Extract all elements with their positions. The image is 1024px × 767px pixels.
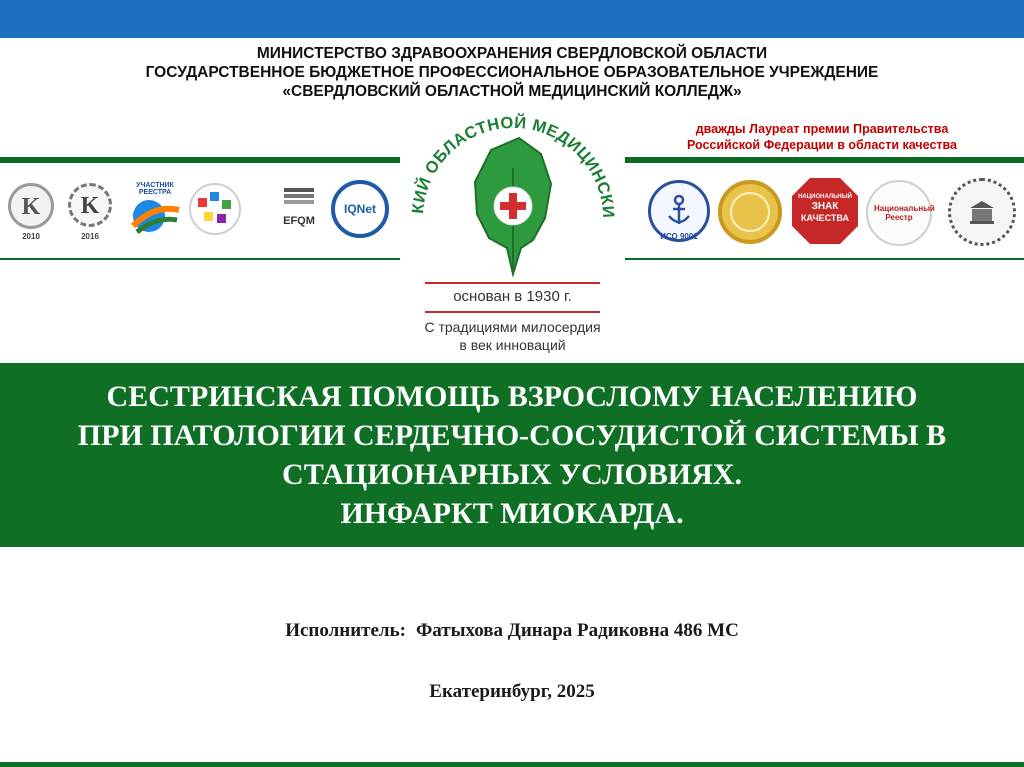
registry-swoosh-icon (127, 196, 183, 236)
anniversary-years-badge (948, 178, 1016, 246)
badge-year-2016: 2016 (81, 232, 99, 241)
presentation-title-banner (0, 363, 1024, 547)
header-line-2: ГОСУДАРСТВЕННОЕ БЮДЖЕТНОЕ ПРОФЕССИОНАЛЬНОЕ ОБРАЗОВАТЕЛЬНОЕ УЧРЕЖДЕНИЕ (145, 64, 879, 81)
quality-award-badge-2016 (68, 183, 112, 227)
divider-right-bottom (625, 258, 1024, 260)
k-letter-icon (18, 193, 44, 219)
national-registry-label: Национальный Реестр (874, 204, 935, 222)
title-line-1: СЕСТРИНСКАЯ ПОМОЩЬ ВЗРОСЛОМУ НАСЕЛЕНИЮ (106, 380, 918, 413)
laureate-line-2: Российской Федерации в области качества (686, 138, 958, 152)
anchor-icon (664, 194, 694, 228)
divider-right-top (625, 157, 1024, 163)
logo-divider-top (425, 282, 600, 284)
k-letter-icon (77, 192, 103, 218)
quality-mark-text (790, 193, 860, 224)
college-motto (395, 318, 630, 354)
motto-line-1: С традициями милосердия (424, 319, 601, 335)
divider-left-top (0, 157, 400, 163)
building-icon (968, 199, 996, 225)
national-registry-badge (866, 180, 935, 246)
divider-left-bottom (0, 258, 400, 260)
national-quality-mark (790, 176, 860, 246)
college-logo (395, 98, 630, 360)
efqm-badge (276, 186, 322, 232)
efqm-label: EFQM (283, 215, 315, 227)
quality-mark-line-1: НАЦИОНАЛЬНЫЙ (798, 194, 852, 200)
author-name: Фатыхова Динара Радиковна 486 МС (415, 620, 739, 641)
author-line (0, 620, 1024, 642)
registry-participant-badge (127, 182, 183, 238)
svg-text:K: K (21, 194, 41, 219)
laureate-note (630, 121, 1014, 153)
iqnet-badge (331, 180, 389, 238)
header-line-1: МИНИСТЕРСТВО ЗДРАВООХРАНЕНИЯ СВЕРДЛОВСКОЙ ОБЛАСТИ (256, 45, 768, 62)
gold-quality-seal (718, 180, 782, 244)
gold-seal-inner (730, 192, 770, 232)
motto-line-2: в век инноваций (459, 337, 566, 353)
header-line-3: «СВЕРДЛОВСКИЙ ОБЛАСТНОЙ МЕДИЦИНСКИЙ КОЛЛЕДЖ» (282, 83, 742, 100)
founded-text: основан в 1930 г. (453, 288, 572, 305)
iso-9001-label: ИСО 9001 (660, 232, 698, 241)
logo-ring-text: КИЙ ОБЛАСТНОЙ МЕДИЦИНСКИ (409, 113, 618, 219)
laureate-line-1: дважды Лауреат премии Правительства (695, 122, 949, 136)
title-line-4: ИНФАРКТ МИОКАРДА. (340, 497, 684, 530)
ministry-header (0, 44, 1024, 101)
registry-participant-label: УЧАСТНИК РЕЕСТРА (136, 182, 174, 196)
efqm-bars-icon (276, 186, 322, 210)
city-year: Екатеринбург, 2025 (429, 681, 595, 702)
quality-mark-line-3: КАЧЕСТВА (801, 213, 849, 223)
iqnet-label: IQNet (343, 201, 376, 216)
puzzle-ring-badge (186, 180, 244, 238)
college-emblem (395, 98, 630, 288)
title-line-2: ПРИ ПАТОЛОГИИ СЕРДЕЧНО-СОСУДИСТОЙ СИСТЕМЫ В (77, 419, 947, 452)
puzzle-ring-icon (186, 180, 244, 238)
badge-year-2010: 2010 (22, 232, 40, 241)
author-label: Исполнитель: (285, 620, 406, 641)
logo-divider-bottom (425, 311, 600, 313)
bottom-green-line (0, 762, 1024, 767)
top-blue-bar (0, 0, 1024, 38)
quality-mark-line-2: ЗНАК (811, 201, 839, 212)
svg-text:K: K (80, 193, 100, 218)
quality-award-badge-2010 (8, 183, 54, 229)
title-line-3: СТАЦИОНАРНЫХ УСЛОВИЯХ. (282, 458, 742, 491)
